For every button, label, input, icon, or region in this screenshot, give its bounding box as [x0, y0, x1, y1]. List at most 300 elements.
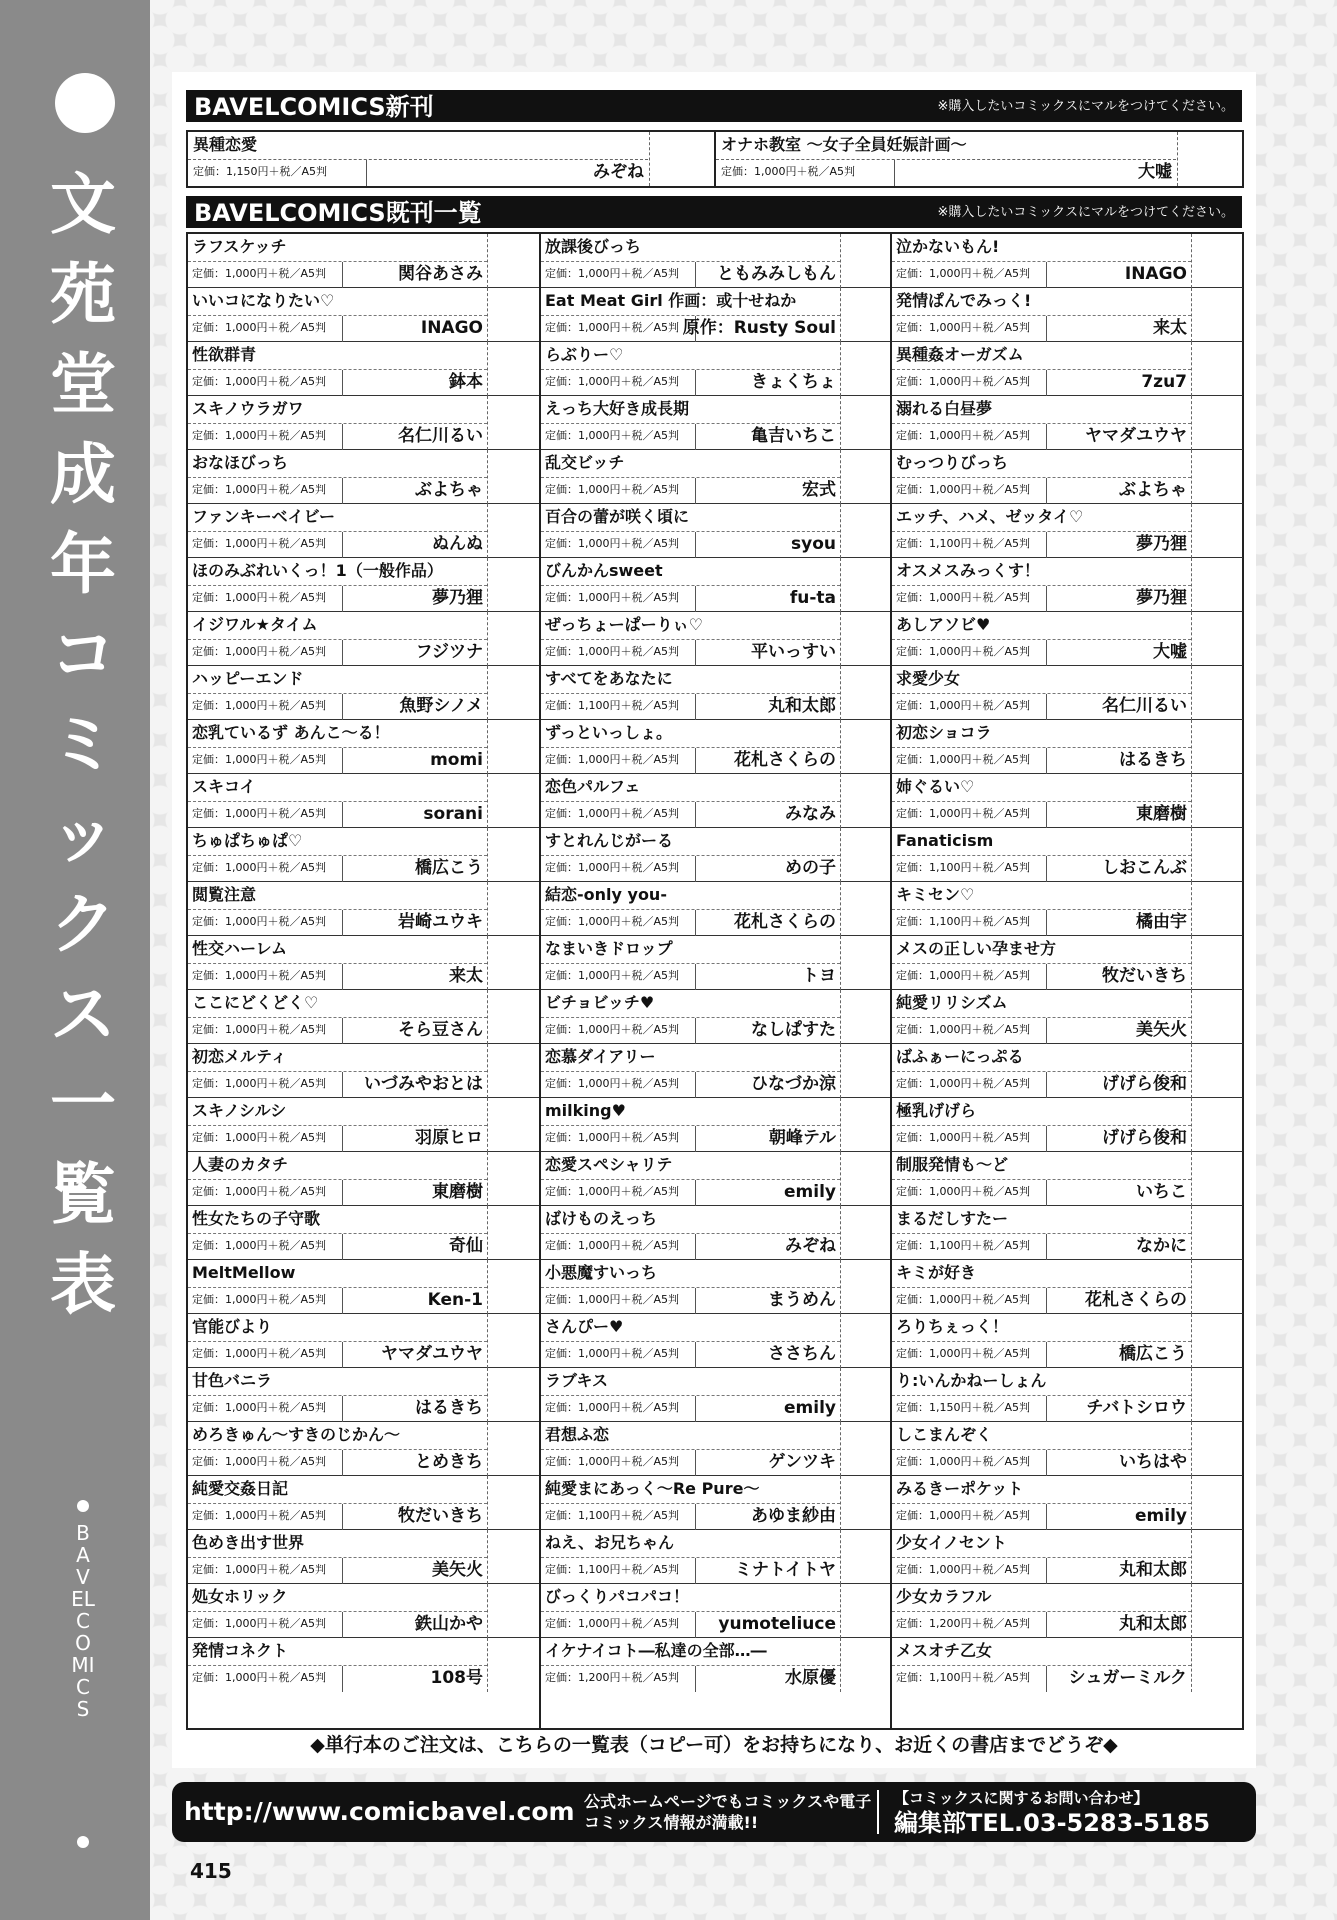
list-section-header [186, 196, 1242, 228]
book-author: いちこ [1136, 1182, 1187, 1202]
cell-separator [695, 1450, 696, 1476]
check-box[interactable] [840, 504, 892, 558]
book-title: 純愛交姦日記 [192, 1479, 289, 1498]
check-box[interactable] [487, 1314, 539, 1368]
cell-separator [342, 1612, 343, 1638]
catalog-item [188, 1206, 539, 1260]
book-author: 魚野シノメ [399, 696, 483, 716]
book-price: 定価：1,000円＋税／A5判 [545, 1185, 680, 1198]
book-author: emily [1135, 1506, 1187, 1526]
check-box[interactable] [487, 936, 539, 990]
check-box[interactable] [487, 1638, 539, 1692]
book-price: 定価：1,200円＋税／A5判 [545, 1671, 680, 1684]
book-price: 定価：1,000円＋税／A5判 [545, 1401, 680, 1414]
book-author: 美矢火 [432, 1560, 483, 1580]
catalog-item [541, 1530, 892, 1584]
check-box[interactable] [487, 1530, 539, 1584]
book-price: 定価：1,150円＋税／A5判 [896, 1401, 1031, 1414]
cell-separator [695, 964, 696, 990]
order-note: ◆単行本のご注文は、こちらの一覧表（コピー可）をお持ちになり、お近くの書店までどうぞ◆ [310, 1734, 1118, 1756]
book-price: 定価：1,000円＋税／A5判 [192, 915, 327, 928]
cell-separator [1046, 1504, 1047, 1530]
check-box[interactable] [487, 666, 539, 720]
book-author: momi [430, 750, 483, 770]
check-box[interactable] [487, 1368, 539, 1422]
book-price: 定価：1,000円＋税／A5判 [192, 1077, 327, 1090]
book-title: 制服発情も〜ど [896, 1155, 1009, 1174]
book-price: 定価：1,000円＋税／A5判 [545, 1239, 680, 1252]
book-title: 閲覧注意 [192, 885, 257, 904]
catalog-item [541, 1584, 892, 1638]
book-title: ハッピーエンド [192, 669, 304, 688]
check-box[interactable] [487, 558, 539, 612]
catalog-item [188, 828, 539, 882]
book-price: 定価：1,200円＋税／A5判 [896, 1617, 1031, 1630]
check-box[interactable] [1191, 936, 1243, 990]
book-title: 発情ぱんでみっく! [896, 291, 1032, 310]
book-price: 定価：1,000円＋税／A5判 [192, 321, 327, 334]
book-price: 定価：1,100円＋税／A5判 [545, 699, 680, 712]
check-box[interactable] [487, 504, 539, 558]
book-title: 小悪魔すいっち [545, 1263, 658, 1282]
catalog-item [541, 1098, 892, 1152]
book-title: 初恋ショコラ [896, 723, 992, 742]
catalog-item [892, 288, 1243, 342]
check-box[interactable] [1191, 1584, 1243, 1638]
check-box[interactable] [840, 1476, 892, 1530]
check-box[interactable] [1191, 828, 1243, 882]
cell-separator [342, 1234, 343, 1260]
check-box[interactable] [840, 558, 892, 612]
check-box[interactable] [487, 1206, 539, 1260]
book-price: 定価：1,000円＋税／A5判 [192, 1131, 327, 1144]
catalog-item [541, 666, 892, 720]
cell-separator [695, 1018, 696, 1044]
book-title: ずっといっしょ。 [545, 723, 673, 742]
catalog-column-1 [188, 234, 539, 1728]
book-author: emily [784, 1182, 836, 1202]
book-author: いちはや [1119, 1452, 1187, 1472]
catalog-item [892, 342, 1243, 396]
book-title: まるだしすたー [896, 1209, 1009, 1228]
check-box[interactable] [1191, 1638, 1243, 1692]
dashed-divider [188, 1233, 487, 1234]
book-title: 極乳げげら [896, 1101, 977, 1120]
book-title: ばふぁーにっぷる [896, 1047, 1024, 1066]
new-section-header [186, 90, 1242, 122]
catalog-item [541, 1260, 892, 1314]
book-price: 定価：1,000円＋税／A5判 [192, 1023, 327, 1036]
catalog-item [188, 450, 539, 504]
book-title: 姉ぐるい♡ [896, 777, 975, 796]
book-author: チバトシロウ [1086, 1398, 1187, 1418]
cell-separator [342, 478, 343, 504]
book-author: みぞね [785, 1236, 836, 1256]
check-box[interactable] [840, 882, 892, 936]
check-box[interactable] [487, 612, 539, 666]
book-price: 定価：1,000円＋税／A5判 [192, 483, 327, 496]
book-title: Fanaticism [896, 831, 994, 850]
book-price: 定価：1,000円＋税／A5判 [192, 1185, 327, 1198]
check-box[interactable] [487, 774, 539, 828]
book-title: 結恋-only you- [545, 885, 667, 904]
catalog-item [892, 720, 1243, 774]
book-price: 定価：1,000円＋税／A5判 [896, 1347, 1031, 1360]
check-box[interactable] [487, 720, 539, 774]
book-author: 来太 [449, 966, 483, 986]
cell-separator [1046, 1612, 1047, 1638]
book-title: 異種姦オーガズム [896, 345, 1024, 364]
cell-separator [342, 964, 343, 990]
catalog-item [892, 774, 1243, 828]
catalog-item [541, 396, 892, 450]
catalog-item [892, 1422, 1243, 1476]
book-title: 恋愛スペシャリテ [545, 1155, 673, 1174]
catalog-item [892, 396, 1243, 450]
book-title: ばけものえっち [545, 1209, 658, 1228]
check-box[interactable] [487, 1260, 539, 1314]
catalog-item [188, 1368, 539, 1422]
check-box[interactable] [1191, 1098, 1243, 1152]
catalog-item [892, 1584, 1243, 1638]
check-box[interactable] [1191, 288, 1243, 342]
check-box[interactable] [1191, 666, 1243, 720]
cell-separator [366, 160, 367, 186]
book-author: ミナトイトヤ [734, 1560, 836, 1580]
book-author: 鉢本 [449, 372, 483, 392]
cell-separator [695, 1126, 696, 1152]
book-author: 関谷あさみ [398, 264, 483, 284]
book-title: 純愛リリシズム [896, 993, 1008, 1012]
book-author: げげら俊和 [1102, 1074, 1187, 1094]
catalog-item [541, 342, 892, 396]
book-title: 人妻のカタチ [192, 1155, 289, 1174]
cell-separator [342, 1558, 343, 1584]
book-price: 定価：1,100円＋税／A5判 [896, 537, 1031, 550]
book-title: オスメスみっくす！ [896, 561, 1040, 580]
side-subtitle: BAVEL COMICS [71, 1521, 95, 1721]
dashed-divider [716, 159, 1176, 160]
cell-separator [695, 1288, 696, 1314]
book-title: エッチ、ハメ、ゼッタイ♡ [896, 507, 1084, 526]
side-circle-mark [55, 73, 115, 133]
cell-separator [342, 802, 343, 828]
cell-separator [342, 748, 343, 774]
book-author: 朝峰テル [768, 1128, 836, 1148]
check-box[interactable] [487, 1422, 539, 1476]
check-box[interactable] [840, 288, 892, 342]
book-title: むっつりびっち [896, 453, 1009, 472]
book-author: ヤマダユウヤ [381, 1344, 483, 1364]
check-box[interactable] [840, 1530, 892, 1584]
cell-separator [1046, 910, 1047, 936]
check-box[interactable] [840, 1044, 892, 1098]
cell-separator [1046, 964, 1047, 990]
book-price: 定価：1,150円＋税／A5判 [193, 165, 328, 178]
cell-separator [342, 1126, 343, 1152]
book-price: 定価：1,000円＋税／A5判 [192, 429, 327, 442]
check-box[interactable] [487, 342, 539, 396]
check-box[interactable] [487, 1584, 539, 1638]
check-box[interactable] [840, 1584, 892, 1638]
check-box[interactable] [1191, 1044, 1243, 1098]
check-box[interactable] [487, 1044, 539, 1098]
cell-separator [1046, 424, 1047, 450]
cell-separator [1046, 532, 1047, 558]
cell-separator [342, 1018, 343, 1044]
book-title: イケナイコト―私達の全部…― [545, 1641, 767, 1660]
check-box[interactable] [487, 288, 539, 342]
catalog-item [188, 936, 539, 990]
book-title: 性欲群青 [192, 345, 257, 364]
cell-separator [342, 532, 343, 558]
catalog-item [892, 1098, 1243, 1152]
check-box[interactable] [1191, 1152, 1243, 1206]
cell-separator [1046, 802, 1047, 828]
cell-separator [695, 424, 696, 450]
cell-separator [695, 1396, 696, 1422]
cell-separator [1046, 370, 1047, 396]
book-author: 108号 [430, 1668, 483, 1688]
check-box[interactable] [487, 1152, 539, 1206]
book-price: 定価：1,000円＋税／A5判 [192, 861, 327, 874]
check-box[interactable] [487, 1476, 539, 1530]
check-box[interactable] [840, 720, 892, 774]
check-box[interactable] [840, 234, 892, 288]
catalog-item [541, 1152, 892, 1206]
book-title: ほのみぶれいくっ！1（一般作品） [192, 561, 443, 580]
book-author: めの子 [785, 858, 836, 878]
check-box[interactable] [487, 828, 539, 882]
check-box[interactable] [1191, 396, 1243, 450]
catalog-item [892, 1044, 1243, 1098]
book-author: Ken-1 [427, 1290, 483, 1310]
book-title: 恋乳ているず あんこ〜る！ [192, 723, 390, 742]
catalog-item [541, 558, 892, 612]
check-box[interactable] [1191, 720, 1243, 774]
book-author: 橋広こう [1119, 1344, 1187, 1364]
check-box[interactable] [1191, 774, 1243, 828]
book-author: emily [784, 1398, 836, 1418]
check-box[interactable] [487, 396, 539, 450]
check-box[interactable] [840, 450, 892, 504]
new-section-note: ※購入したいコミックスにマルをつけてください。 [937, 99, 1234, 114]
check-box[interactable] [1191, 612, 1243, 666]
book-author: きょくちょ [751, 372, 836, 392]
check-box[interactable] [840, 1368, 892, 1422]
book-title: いいコになりたい♡ [192, 291, 335, 310]
website-link[interactable]: http://www.comicbavel.com [184, 1797, 575, 1826]
check-box[interactable] [840, 1638, 892, 1692]
book-price: 定価：1,000円＋税／A5判 [192, 1617, 327, 1630]
catalog-item [188, 612, 539, 666]
book-author: はるきち [415, 1398, 483, 1418]
book-price: 定価：1,000円＋税／A5判 [545, 1131, 680, 1144]
book-title: みるきーポケット [896, 1479, 1024, 1498]
check-box[interactable] [1177, 132, 1242, 186]
cell-separator [342, 316, 343, 342]
catalog-column-3 [890, 234, 1243, 1728]
catalog-item [188, 1638, 539, 1692]
dashed-divider [188, 369, 487, 370]
book-price: 定価：1,000円＋税／A5判 [545, 537, 680, 550]
book-price: 定価：1,000円＋税／A5判 [896, 1077, 1031, 1090]
book-price: 定価：1,000円＋税／A5判 [545, 915, 680, 928]
book-title: 発情コネクト [192, 1641, 289, 1660]
dashed-divider [188, 159, 648, 160]
cell-separator [342, 694, 343, 720]
check-box[interactable] [1191, 882, 1243, 936]
book-author: いづみやおとは [364, 1074, 483, 1094]
side-small-dot-bottom [77, 1836, 89, 1848]
book-title: ラブキス [545, 1371, 609, 1390]
catalog-item [188, 396, 539, 450]
book-author: 亀吉いちこ [751, 426, 836, 446]
catalog-item [892, 1638, 1243, 1692]
catalog-item [541, 1206, 892, 1260]
check-box[interactable] [487, 450, 539, 504]
check-box[interactable] [1191, 234, 1243, 288]
book-title: MeltMellow [192, 1263, 296, 1282]
book-title: スキノシルシ [192, 1101, 287, 1120]
book-price: 定価：1,000円＋税／A5判 [896, 375, 1031, 388]
book-price: 定価：1,000円＋税／A5判 [192, 969, 327, 982]
new-section-title: BAVELCOMICS新刊 [194, 93, 434, 121]
catalog-item [188, 1098, 539, 1152]
book-price: 定価：1,000円＋税／A5判 [545, 1617, 680, 1630]
book-price: 定価：1,000円＋税／A5判 [192, 1671, 327, 1684]
book-price: 定価：1,000円＋税／A5判 [192, 1347, 327, 1360]
cell-separator [1046, 316, 1047, 342]
check-box[interactable] [840, 666, 892, 720]
book-author: なしぱすた [751, 1020, 836, 1040]
book-title: 求愛少女 [896, 669, 961, 688]
book-title: スキノウラガワ [192, 399, 304, 418]
book-price: 定価：1,100円＋税／A5判 [896, 861, 1031, 874]
book-title: キミが好き [896, 1263, 977, 1282]
cell-separator [1046, 748, 1047, 774]
check-box[interactable] [487, 234, 539, 288]
book-title: 異種恋愛 [193, 135, 258, 154]
catalog-column-2 [539, 234, 892, 1728]
check-box[interactable] [1191, 1206, 1243, 1260]
book-title: さんぴー♥ [545, 1317, 624, 1336]
book-price: 定価：1,000円＋税／A5判 [896, 321, 1031, 334]
book-title: メスの正しい孕ませ方 [896, 939, 1057, 958]
dashed-divider [541, 477, 840, 478]
check-box[interactable] [1191, 990, 1243, 1044]
check-box[interactable] [840, 342, 892, 396]
book-title: 色めき出す世界 [192, 1533, 305, 1552]
check-box[interactable] [1191, 1476, 1243, 1530]
catalog-item [892, 666, 1243, 720]
book-title: びっくりパコパコ！ [545, 1587, 690, 1606]
book-title: スキコイ [192, 777, 256, 796]
check-box[interactable] [1191, 342, 1243, 396]
check-box[interactable] [487, 1098, 539, 1152]
check-box[interactable] [840, 1206, 892, 1260]
book-price: 定価：1,100円＋税／A5判 [896, 1671, 1031, 1684]
check-box[interactable] [840, 612, 892, 666]
catalog-item [892, 612, 1243, 666]
book-title: おなほびっち [192, 453, 289, 472]
book-price: 定価：1,000円＋税／A5判 [545, 1347, 680, 1360]
cell-separator [695, 694, 696, 720]
catalog-item [541, 1314, 892, 1368]
book-price: 定価：1,000円＋税／A5判 [896, 645, 1031, 658]
check-box[interactable] [1191, 1314, 1243, 1368]
book-price: 定価：1,000円＋税／A5判 [545, 375, 680, 388]
check-box[interactable] [840, 1314, 892, 1368]
check-box[interactable] [1191, 1422, 1243, 1476]
catalog-panel [172, 72, 1256, 1768]
cell-separator [695, 1234, 696, 1260]
check-box[interactable] [649, 132, 714, 186]
book-author: yumoteliuce [718, 1614, 836, 1634]
book-author: みぞね [593, 162, 644, 182]
book-title: 処女ホリック [192, 1587, 288, 1606]
check-box[interactable] [1191, 450, 1243, 504]
dashed-divider [541, 963, 840, 964]
check-box[interactable] [840, 774, 892, 828]
list-section-note: ※購入したいコミックスにマルをつけてください。 [937, 205, 1234, 220]
book-title: 泣かないもん! [896, 237, 1000, 256]
book-price: 定価：1,100円＋税／A5判 [896, 915, 1031, 928]
catalog-item [188, 1152, 539, 1206]
check-box[interactable] [840, 396, 892, 450]
check-box[interactable] [487, 990, 539, 1044]
catalog-item [188, 1530, 539, 1584]
check-box[interactable] [1191, 1530, 1243, 1584]
book-price: 定価：1,000円＋税／A5判 [545, 1455, 680, 1468]
cell-separator [695, 262, 696, 288]
book-author: 花札さくらの [1085, 1290, 1187, 1310]
catalog-item [188, 882, 539, 936]
check-box[interactable] [840, 1260, 892, 1314]
catalog-item [892, 504, 1243, 558]
check-box[interactable] [840, 990, 892, 1044]
catalog-item [188, 774, 539, 828]
book-title: 乱交ビッチ [545, 453, 625, 472]
catalog-item [541, 1422, 892, 1476]
book-price: 定価：1,000円＋税／A5判 [192, 591, 327, 604]
check-box[interactable] [1191, 558, 1243, 612]
check-box[interactable] [840, 1098, 892, 1152]
cell-separator [695, 910, 696, 936]
check-box[interactable] [1191, 504, 1243, 558]
cell-separator [342, 370, 343, 396]
book-author: ゲンツキ [768, 1452, 836, 1472]
check-box[interactable] [840, 1152, 892, 1206]
check-box[interactable] [840, 1422, 892, 1476]
check-box[interactable] [487, 882, 539, 936]
book-author: 丸和太郎 [1119, 1560, 1187, 1580]
book-title: 君想ふ恋 [545, 1425, 610, 1444]
book-title: らぶりー♡ [545, 345, 624, 364]
website-banner [172, 1782, 1256, 1842]
website-description: 公式ホームページでもコミックスや電子コミックス情報が満載!! [584, 1792, 872, 1832]
book-author: あゆま紗由 [751, 1506, 836, 1526]
cell-separator [695, 1180, 696, 1206]
cell-separator [342, 910, 343, 936]
check-box[interactable] [1191, 1368, 1243, 1422]
cell-separator [695, 1072, 696, 1098]
book-title: メスオチ乙女 [896, 1641, 993, 1660]
check-box[interactable] [840, 936, 892, 990]
check-box[interactable] [840, 828, 892, 882]
cell-separator [1046, 694, 1047, 720]
check-box[interactable] [1191, 1260, 1243, 1314]
